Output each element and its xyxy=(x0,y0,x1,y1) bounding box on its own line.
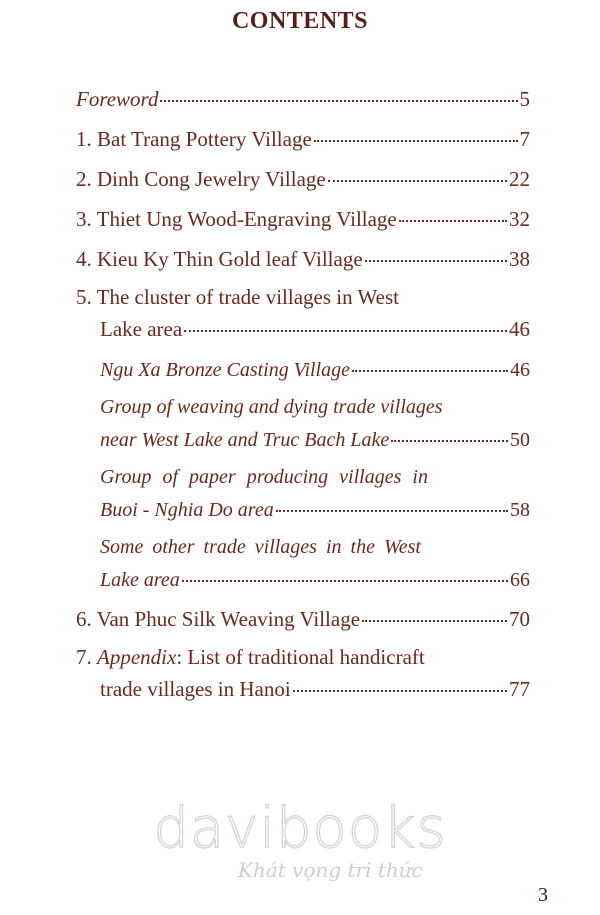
table-of-contents xyxy=(76,82,530,702)
leader-dots xyxy=(293,668,507,692)
appendix-label: Appendix xyxy=(97,645,177,669)
toc-entry-5[interactable] xyxy=(76,282,530,342)
leader-dots xyxy=(352,348,508,372)
toc-entry-1[interactable] xyxy=(76,122,530,152)
toc-page-number: 50 xyxy=(510,429,530,451)
toc-subentry-other-villages[interactable] xyxy=(76,532,530,592)
watermark-tagline: Khát vọng tri thức xyxy=(238,858,423,882)
toc-page-number: 70 xyxy=(509,607,530,631)
toc-entry-label-continued: near West Lake and Truc Bach Lake xyxy=(100,429,390,451)
leader-dots xyxy=(391,418,508,442)
leader-dots xyxy=(328,158,507,182)
toc-entry-label-continued: Buoi - Nghia Do area xyxy=(100,499,274,521)
page-number: 3 xyxy=(538,884,548,906)
toc-entry-label-rest: : List of traditional handicraft xyxy=(176,645,425,669)
toc-entry-2[interactable] xyxy=(76,162,530,192)
leader-dots xyxy=(314,118,518,142)
toc-entry-7[interactable] xyxy=(76,642,530,702)
toc-page-number: 66 xyxy=(510,569,530,591)
toc-entry-3[interactable] xyxy=(76,202,530,232)
toc-entry-foreword[interactable] xyxy=(76,82,530,112)
watermark-brand: davibooks xyxy=(153,796,447,861)
toc-entry-4[interactable] xyxy=(76,242,530,272)
toc-entry-label: 4. Kieu Ky Thin Gold leaf Village xyxy=(76,247,363,271)
toc-page-number: 22 xyxy=(509,167,530,191)
toc-entry-6[interactable] xyxy=(76,602,530,632)
toc-entry-label: 2. Dinh Cong Jewelry Village xyxy=(76,167,326,191)
toc-page-number: 32 xyxy=(509,207,530,231)
toc-subentry-weaving-dying[interactable] xyxy=(76,392,530,452)
leader-dots xyxy=(184,308,507,332)
toc-entry-label: 6. Van Phuc Silk Weaving Village xyxy=(76,607,361,631)
toc-page-number: 5 xyxy=(519,87,530,111)
toc-entry-label: Some other trade villages in the West xyxy=(100,536,421,558)
toc-entry-label: 3. Thiet Ung Wood-Engraving Village xyxy=(76,207,397,231)
toc-entry-number: 7. xyxy=(76,645,97,669)
page-title: CONTENTS xyxy=(231,8,369,34)
leader-dots xyxy=(160,78,517,102)
leader-dots xyxy=(399,198,507,222)
toc-subentry-paper[interactable] xyxy=(76,462,530,522)
toc-entry-label: Group of paper producing villages in xyxy=(100,466,428,488)
leader-dots xyxy=(276,488,508,512)
toc-entry-label: Foreword xyxy=(76,87,159,111)
toc-entry-label-continued: trade villages in Hanoi xyxy=(100,677,291,701)
toc-page-number: 46 xyxy=(510,359,530,381)
toc-entry-label-continued: Lake area xyxy=(100,317,183,341)
toc-page-number: 58 xyxy=(510,499,530,521)
toc-entry-label: Group of weaving and dying trade villages xyxy=(100,396,443,418)
toc-page-number: 46 xyxy=(509,317,530,341)
toc-entry-label: 1. Bat Trang Pottery Village xyxy=(76,127,312,151)
toc-entry-label-continued: Lake area xyxy=(100,569,180,591)
toc-subentry-ngu-xa[interactable] xyxy=(76,352,530,382)
leader-dots xyxy=(362,598,507,622)
leader-dots xyxy=(182,558,508,582)
toc-page-number: 77 xyxy=(509,677,530,701)
toc-entry-label: 5. The cluster of trade villages in West xyxy=(76,285,399,309)
toc-page-number: 38 xyxy=(509,247,530,271)
toc-page-number: 7 xyxy=(519,127,530,151)
leader-dots xyxy=(365,238,507,262)
toc-entry-label: Ngu Xa Bronze Casting Village xyxy=(100,359,350,381)
